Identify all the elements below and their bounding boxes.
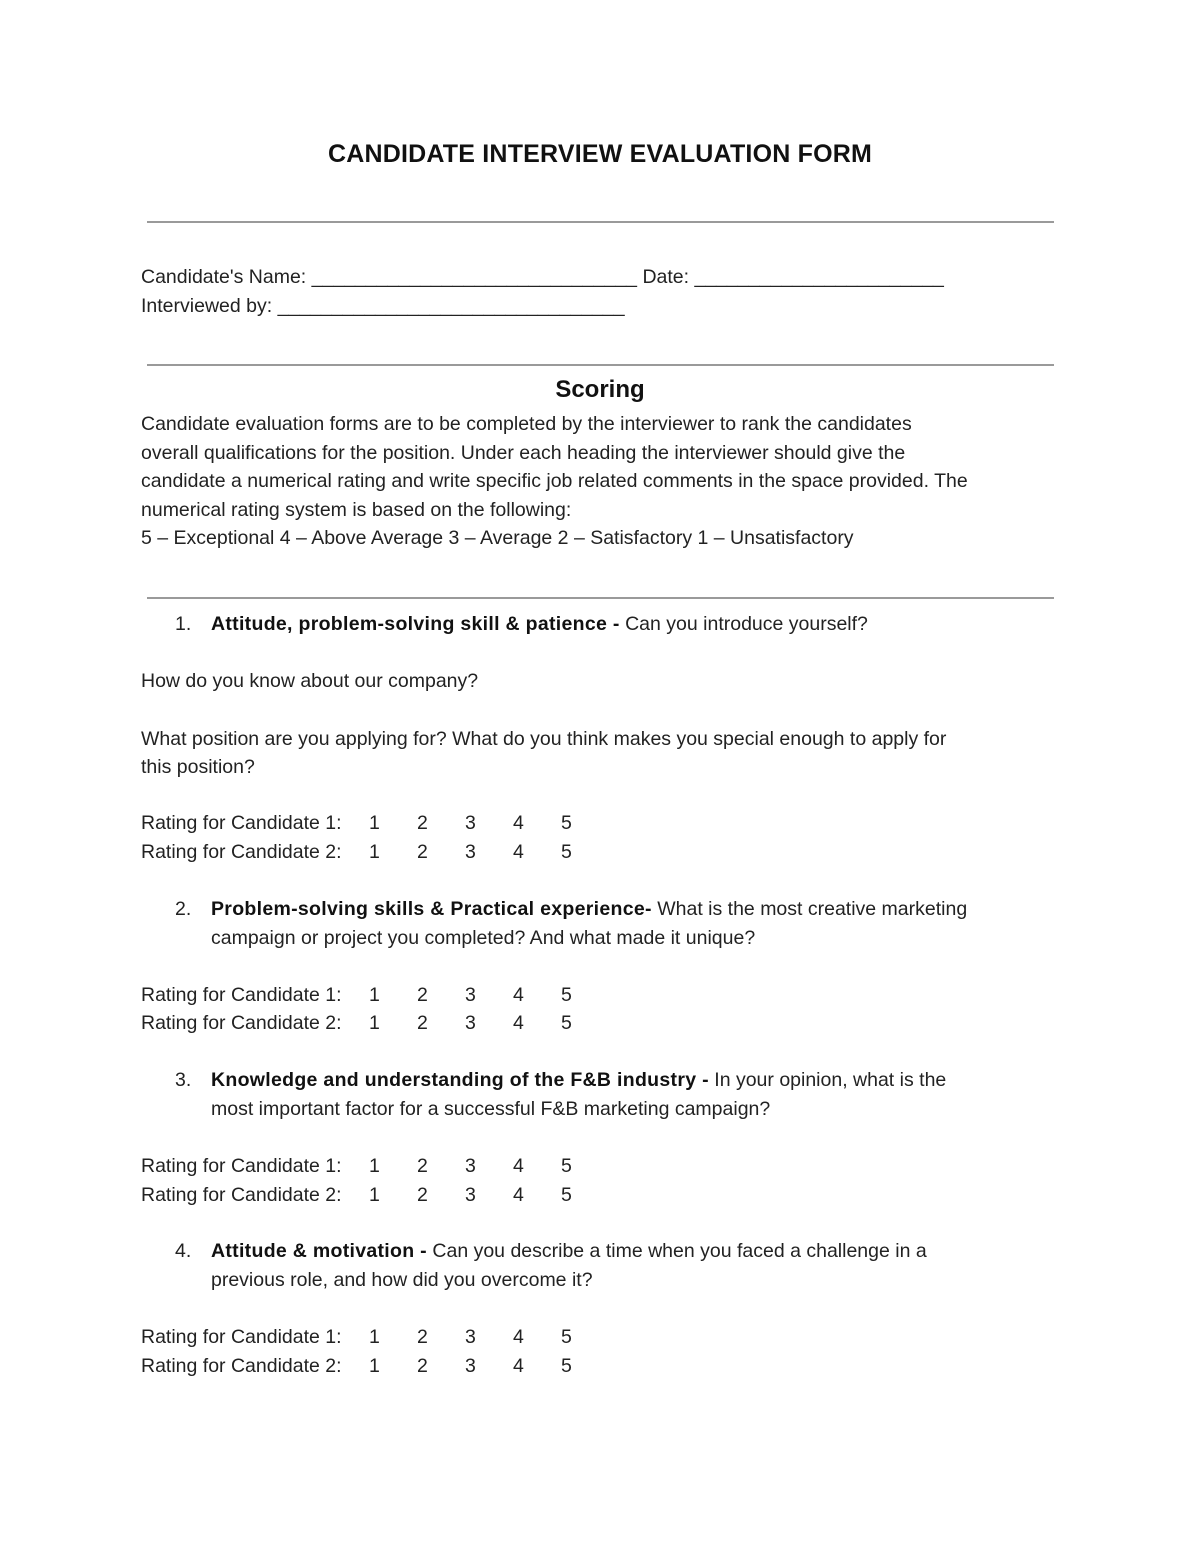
rating-option-3[interactable]: 3 <box>465 1355 476 1377</box>
rating-option-3[interactable]: 3 <box>465 812 476 834</box>
question-text: most important factor for a successful F&B marketing campaign? <box>211 1097 771 1120</box>
candidate-name-row <box>141 263 944 291</box>
rating-option-2[interactable]: 2 <box>417 812 428 834</box>
rating-scale: 5 – Exceptional 4 – Above Average 3 – Average 2 – Satisfactory 1 – Unsatisfactory <box>141 527 854 549</box>
question-number: 1. <box>175 613 192 635</box>
rating-option-2[interactable]: 2 <box>417 1012 428 1034</box>
rating-option-5[interactable]: 5 <box>561 1355 572 1377</box>
question-text: In your opinion, what is the <box>714 1069 947 1091</box>
question-number: 2. <box>175 898 192 920</box>
rating-option-5[interactable]: 5 <box>561 812 572 834</box>
rating-option-3[interactable]: 3 <box>465 1326 476 1348</box>
scoring-line: overall qualifications for the position. Under each heading the interviewer should give the <box>141 441 906 464</box>
rating-label: Rating for Candidate 2: <box>141 1184 342 1206</box>
interviewer-row <box>141 292 625 320</box>
rating-option-3[interactable]: 3 <box>465 1155 476 1177</box>
question-number: 4. <box>175 1240 192 1262</box>
rating-option-4[interactable]: 4 <box>513 984 524 1006</box>
form-title: CANDIDATE INTERVIEW EVALUATION FORM <box>327 140 873 168</box>
rating-option-1[interactable]: 1 <box>369 841 380 863</box>
rating-option-2[interactable]: 2 <box>417 1355 428 1377</box>
question-heading: Knowledge and understanding of the F&B industry - <box>211 1069 709 1091</box>
rating-option-4[interactable]: 4 <box>513 841 524 863</box>
scoring-line: candidate a numerical rating and write specific job related comments in the space provided. The <box>141 470 968 492</box>
rating-label: Rating for Candidate 1: <box>141 812 342 834</box>
rating-option-1[interactable]: 1 <box>369 1326 380 1348</box>
rating-option-2[interactable]: 2 <box>417 1184 428 1206</box>
rating-option-5[interactable]: 5 <box>561 1184 572 1206</box>
rating-option-1[interactable]: 1 <box>369 984 380 1006</box>
scoring-line: Candidate evaluation forms are to be completed by the interviewer to rank the candidates <box>141 413 912 435</box>
rating-option-5[interactable]: 5 <box>561 1012 572 1034</box>
scoring-heading: Scoring <box>555 376 645 403</box>
question-1-followup: How do you know about our company? <box>141 670 479 692</box>
rating-option-3[interactable]: 3 <box>465 1012 476 1034</box>
rating-option-5[interactable]: 5 <box>561 984 572 1006</box>
rating-option-1[interactable]: 1 <box>369 1184 380 1206</box>
rating-option-3[interactable]: 3 <box>465 841 476 863</box>
divider <box>147 364 1054 366</box>
rating-option-2[interactable]: 2 <box>417 1155 428 1177</box>
rating-option-1[interactable]: 1 <box>369 1355 380 1377</box>
date-field[interactable]: _______________________ <box>694 266 944 288</box>
rating-option-2[interactable]: 2 <box>417 984 428 1006</box>
question-text: campaign or project you completed? And what made it unique? <box>211 926 756 949</box>
divider <box>147 597 1054 599</box>
rating-option-5[interactable]: 5 <box>561 1326 572 1348</box>
rating-option-1[interactable]: 1 <box>369 812 380 834</box>
question-1-followup: this position? <box>141 756 255 778</box>
rating-option-2[interactable]: 2 <box>417 1326 428 1348</box>
question-text: Can you introduce yourself? <box>625 613 868 635</box>
candidate-name-label: Candidate's Name: <box>141 266 307 288</box>
rating-option-1[interactable]: 1 <box>369 1155 380 1177</box>
rating-option-4[interactable]: 4 <box>513 812 524 834</box>
date-label: Date: <box>642 266 690 288</box>
rating-label: Rating for Candidate 2: <box>141 1012 342 1034</box>
rating-option-5[interactable]: 5 <box>561 841 572 863</box>
scoring-line: numerical rating system is based on the following: <box>141 498 572 521</box>
question-heading: Attitude, problem-solving skill & patience - <box>211 613 620 635</box>
rating-option-2[interactable]: 2 <box>417 841 428 863</box>
rating-option-4[interactable]: 4 <box>513 1326 524 1348</box>
question-number: 3. <box>175 1069 192 1091</box>
rating-option-4[interactable]: 4 <box>513 1012 524 1034</box>
interviewer-label: Interviewed by: <box>141 295 273 317</box>
rating-option-5[interactable]: 5 <box>561 1155 572 1177</box>
rating-label: Rating for Candidate 1: <box>141 1326 342 1348</box>
rating-option-3[interactable]: 3 <box>465 984 476 1006</box>
question-text: Can you describe a time when you faced a challenge in a <box>432 1240 927 1262</box>
rating-label: Rating for Candidate 1: <box>141 1155 342 1177</box>
candidate-name-field[interactable]: ______________________________ <box>311 266 638 288</box>
rating-option-4[interactable]: 4 <box>513 1355 524 1377</box>
rating-option-1[interactable]: 1 <box>369 1012 380 1034</box>
question-1-followup: What position are you applying for? What do you think makes you special enough to apply for <box>141 728 947 750</box>
rating-option-3[interactable]: 3 <box>465 1184 476 1206</box>
question-heading: Problem-solving skills & Practical experience- <box>211 898 652 920</box>
rating-label: Rating for Candidate 1: <box>141 984 342 1006</box>
rating-label: Rating for Candidate 2: <box>141 841 342 863</box>
question-text: What is the most creative marketing <box>657 898 968 920</box>
rating-option-4[interactable]: 4 <box>513 1184 524 1206</box>
scoring-description <box>141 410 1061 553</box>
divider <box>147 221 1054 223</box>
rating-label: Rating for Candidate 2: <box>141 1355 342 1377</box>
question-text: previous role, and how did you overcome it? <box>211 1268 593 1291</box>
question-heading: Attitude & motivation - <box>211 1240 427 1262</box>
rating-option-4[interactable]: 4 <box>513 1155 524 1177</box>
interviewer-field[interactable]: ________________________________ <box>277 295 625 317</box>
